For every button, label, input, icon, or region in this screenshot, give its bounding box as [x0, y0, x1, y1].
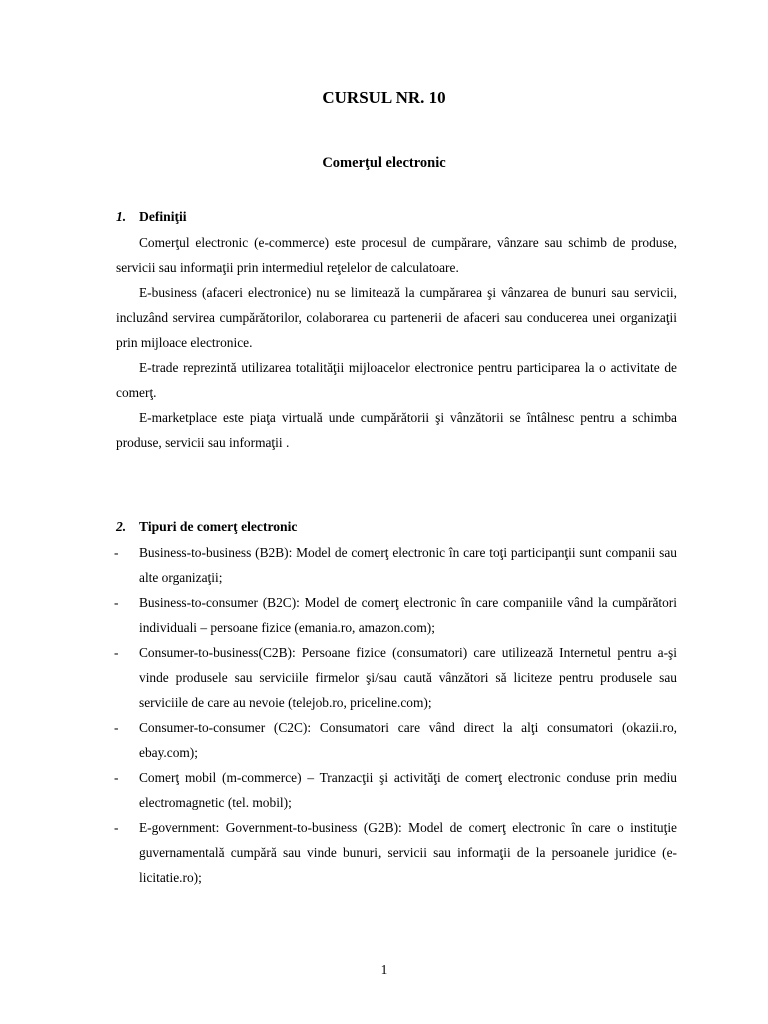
list-item-text: Business-to-consumer (B2C): Model de comerţ electronic în care companiile vând la cumpărători individuali – persoane fizice (emania.ro, amazon.com);	[139, 595, 677, 635]
section-heading-tipuri	[116, 517, 297, 537]
list-item	[114, 765, 677, 815]
bullet-dash: -	[114, 545, 119, 560]
section-heading-text: Definiţii	[139, 209, 187, 224]
paragraph-etrade: E-trade reprezintă utilizarea totalităţii mijloacelor electronice pentru participarea la o activitate de comerţ.	[116, 360, 677, 400]
bullet-dash: -	[114, 595, 119, 610]
section-number: 2.	[116, 519, 127, 534]
bullet-dash: -	[114, 770, 119, 785]
section-heading-text: Tipuri de comerţ electronic	[139, 519, 298, 534]
list-item	[114, 715, 677, 765]
list-item-text: Business-to-business (B2B): Model de comerţ electronic în care toţi participanţii sunt companii sau alte organizaţii;	[139, 545, 677, 585]
list-item-text: Consumer-to-business(C2B): Persoane fizice (consumatori) care utilizează Internetul pentru a-şi vinde produsele sau serviciile firmelor şi/sau caută vânzători să liciteze pentru produsele sau serviciile de care au nevoie (telejob.ro, priceline.com);	[139, 645, 677, 710]
document-subtitle: Comerţul electronic	[322, 155, 446, 171]
list-item	[114, 590, 677, 640]
paragraph-emarketplace: E-marketplace este piaţa virtuală unde cumpărătorii şi vânzătorii se întâlnesc pentru a schimba produse, servicii sau informaţii .	[116, 410, 677, 450]
section-number: 1.	[116, 209, 127, 224]
paragraph-ebusiness: E-business (afaceri electronice) nu se limitează la cumpărarea şi vânzarea de bunuri sau servicii, incluzând servirea cumpărătorilor, colaborarea cu partenerii de afaceri sau conducerea unei organizaţii prin mijloace electronice.	[116, 285, 677, 350]
list-item-text: E-government: Government-to-business (G2B): Model de comerţ electronic în care o instituţie guvernamentală cumpără sau vinde bunuri, servicii sau informaţii de la persoanele juridice (e-licitatie.ro);	[139, 820, 677, 885]
list-item	[114, 815, 677, 890]
bullet-dash: -	[114, 720, 119, 735]
bullet-dash: -	[114, 645, 119, 660]
ecommerce-types-list	[114, 540, 677, 890]
page-number: 1	[380, 962, 388, 977]
list-item	[114, 540, 677, 590]
list-item	[114, 640, 677, 715]
paragraph-ecommerce: Comerţul electronic (e-commerce) este procesul de cumpărare, vânzare sau schimb de produse, servicii sau informaţii prin intermediul reţelelor de calculatoare.	[116, 235, 677, 275]
document-title: CURSUL NR. 10	[322, 88, 446, 107]
bullet-dash: -	[114, 820, 119, 835]
section-heading-definitii	[116, 207, 187, 227]
list-item-text: Comerţ mobil (m-commerce) – Tranzacţii şi activităţi de comerţ electronic conduse prin mediu electromagnetic (tel. mobil);	[139, 770, 677, 810]
list-item-text: Consumer-to-consumer (C2C): Consumatori care vând direct la alţi consumatori (okazii.ro, ebay.com);	[139, 720, 677, 760]
